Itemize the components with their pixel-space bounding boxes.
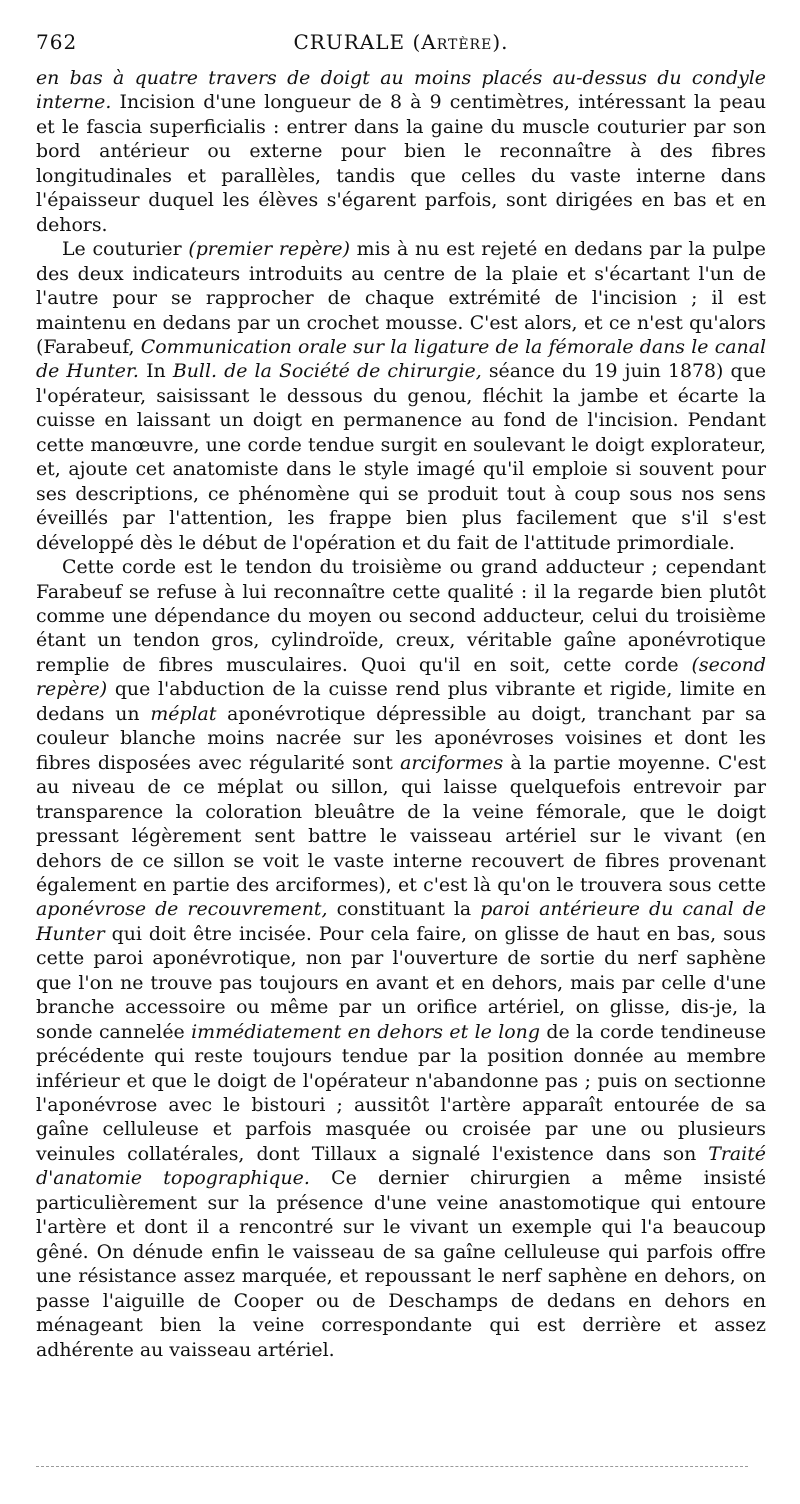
text-run: Cette corde est le tendon du troisième ou grand adducteur ; cependant Farabeuf se refuse à lui reconnaître cette qualité : il la regarde bien plutôt comme une dépendance du moyen ou second adducteur, celui du troisième étant un tendon gros, cylindroïde, creux, véritable gaîne aponévrotique remplie de fibres musculaires. Quoi qu'il en soit, cette corde — [36, 556, 766, 676]
italic-text: (premier repère) — [188, 238, 350, 261]
italic-text: aponévrose de recouvrement, — [36, 898, 328, 921]
italic-text: arciformes — [400, 751, 504, 774]
text-run: que l'abduction de la cuisse rend plus vibrante et rigide, limite en dedans un — [36, 678, 766, 725]
italic-text: Traité d'anatomie topographique. — [36, 1142, 766, 1190]
italic-text: en bas à quatre travers de doigt au moins placés au-dessus du condyle interne. — [36, 67, 766, 114]
paragraph — [36, 555, 766, 1362]
text-run: Le couturier — [62, 238, 189, 261]
italic-text: Communication orale sur la ligature de la fémorale dans le canal de Hunter. — [36, 335, 767, 383]
text-run: In — [138, 360, 173, 383]
italic-text: paroi antérieure du canal de Hunter — [36, 898, 766, 945]
text-run: de la corde tendineuse précédente qui reste toujours tendue par la position donnée au membre inférieur et que le doigt de l'opérateur n'abandonne pas ; puis on sectionne l'aponévrose avec le bistouri ; aussitôt l'artère apparaît entourée de sa gaîne celluleuse et parfois masquée ou croisée par une ou plusieurs veinules collatérales, dont Tillaux a signalé l'existence dans son — [36, 1020, 766, 1165]
text-run: à la partie moyenne. C'est au niveau de ce méplat ou sillon, qui laisse quelquefois entrevoir par transparence la coloration bleuâtre de la veine fémorale, que le doigt pressant légèrement sent battre le vaisseau artériel sur le vivant (en dehors de ce sillon se voit le vaste interne recouvert de fibres provenant également en partie des arciformes), et c'est là qu'on le trouvera sous cette — [36, 751, 766, 896]
text-run: aponévrotique dépressible au doigt, tranchant par sa couleur blanche moins nacrée sur les aponévroses voisines et dont les fibres disposées avec régularité sont — [36, 702, 766, 774]
text-run: mis à nu est rejeté en dedans par la pulpe des deux indicateurs introduits au centre de la plaie et s'écartant l'un de l'autre pour se rapprocher de chaque extrémité de l'incision ; il est maintenu en dedans par un crochet mousse. C'est alors, et ce n'est qu'alors (Farabeuf, — [36, 238, 766, 358]
running-title — [36, 30, 766, 54]
text-run: séance du 19 juin 1878) que l'opérateur, saisissant le dessous du genou, fléchit la jambe et écarte la cuisse en laissant un doigt en permanence au fond de l'incision. Pendant cette manœuvre, une corde tendue surgit en soulevant le doigt explorateur, et, ajoute cet anatomiste dans le style imagé qu'il emploie si souvent pour ses descriptions, ce phénomène qui se produit tout à coup sous nos sens éveillés par l'attention, les frappe bien plus facilement que s'il s'est développé dès le début de l'opération et du fait de l'attitude primordiale. — [36, 360, 767, 554]
running-title-end: ). — [492, 30, 509, 54]
paragraph — [36, 66, 766, 237]
page-number: 762 — [36, 30, 78, 54]
italic-text: méplat — [150, 702, 217, 725]
running-title-main: CRURALE ( — [293, 30, 422, 54]
footer-rule — [36, 1466, 748, 1467]
page-header — [36, 30, 766, 66]
italic-text: Bull. de la Société de chirurgie, — [172, 360, 482, 383]
text-run: Incision d'une longueur de 8 à 9 centimètres, intéressant la peau et le fascia superficialis : entrer dans la gaine du muscle couturier par son bord antérieur ou externe pour bien le reconnaître à des fibres longitudinales et parallèles, tandis que celles du vaste interne dans l'épaisseur duquel les élèves s'égarent parfois, sont dirigées en bas et en dehors. — [36, 91, 766, 236]
paragraph — [36, 237, 766, 555]
body-text — [36, 66, 766, 1362]
running-title-smallcaps: Artère — [421, 30, 493, 54]
italic-text: (second repère) — [36, 653, 766, 701]
italic-text: immédiatement en dehors et le long — [191, 1020, 540, 1043]
text-run: Ce dernier chirurgien a même insisté particulièrement sur la présence d'une veine anastomotique qui entoure l'artère et dont il a rencontré sur le vivant un exemple qui l'a beaucoup gêné. On dénude enfin le vaisseau de sa gaîne celluleuse qui parfois offre une résistance assez marquée, et repoussant le nerf saphène en dehors, on passe l'aiguille de Cooper ou de Deschamps de dedans en dehors en ménageant bien la veine correspondante qui est derrière et assez adhérente au vaisseau artériel. — [36, 1167, 767, 1361]
text-run: constituant la — [327, 898, 481, 921]
text-run: qui doit être incisée. Pour cela faire, on glisse de haut en bas, sous cette paroi aponévrotique, non par l'ouverture de sortie du nerf saphène que l'on ne trouve pas toujours en avant et en dehors, mais par celle d'une branche accessoire ou même par un orifice artériel, on glisse, dis-je, la sonde cannelée — [36, 922, 766, 1043]
document-page — [36, 30, 766, 1362]
